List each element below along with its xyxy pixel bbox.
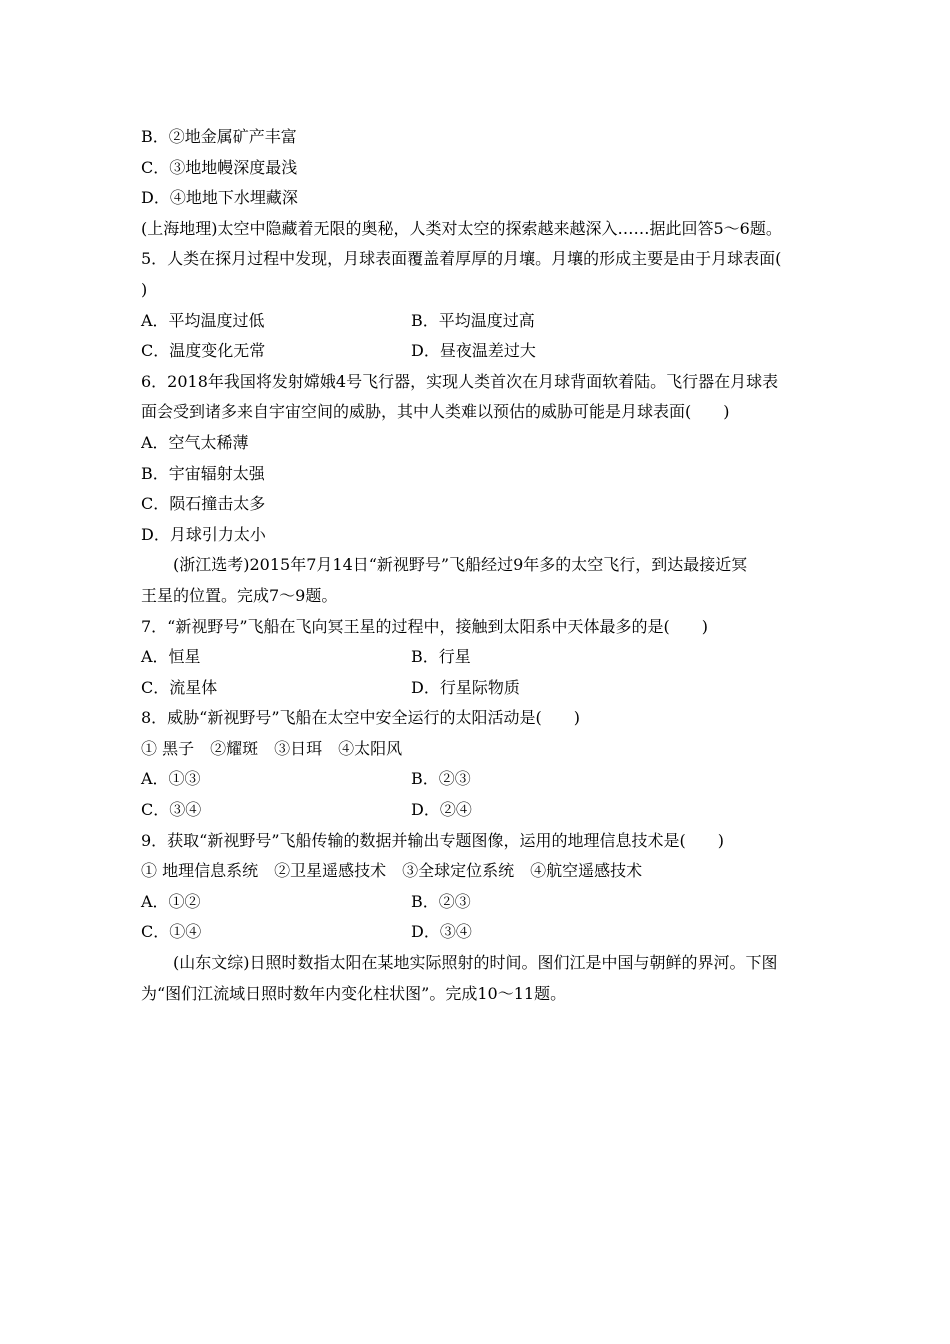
q9-stem: 9．获取“新视野号”飞船传输的数据并输出专题图像，运用的地理信息技术是( ) xyxy=(141,830,725,850)
q9-option-c: C．①④ xyxy=(141,922,202,942)
q5-option-b: B．平均温度过高 xyxy=(411,310,535,330)
q7-option-b: B．行星 xyxy=(411,647,471,667)
intro-7-9-line2: 王星的位置。完成7～9题。 xyxy=(141,585,338,605)
q5-stem-line1: 5．人类在探月过程中发现，月球表面覆盖着厚厚的月壤。月壤的形成主要是由于月球表面( xyxy=(141,249,782,269)
q9-options-row2 xyxy=(141,917,811,948)
q8-stem: 8．威胁“新视野号”飞船在太空中安全运行的太阳活动是( ) xyxy=(141,708,581,728)
q8-option-b: B．②③ xyxy=(411,769,471,789)
q6-option-d: D．月球引力太小 xyxy=(141,524,266,544)
q8-option-c: C．③④ xyxy=(141,800,202,820)
q5-stem-line2: ) xyxy=(141,279,148,299)
intro-7-9-line1: (浙江选考)2015年7月14日“新视野号”飞船经过9年多的太空飞行，到达最接近冥 xyxy=(173,555,748,575)
q6-stem-line2: 面会受到诸多来自宇宙空间的威胁，其中人类难以预估的威胁可能是月球表面( ) xyxy=(141,402,730,422)
q4-option-c: C．③地地幔深度最浅 xyxy=(141,157,298,177)
q6-option-c: C．陨石撞击太多 xyxy=(141,494,266,514)
q5-option-a: A．平均温度过低 xyxy=(141,310,265,330)
q6-stem-line1: 6．2018年我国将发射嫦娥4号飞行器，实现人类首次在月球背面软着陆。飞行器在月球表 xyxy=(141,371,779,391)
q5-options-row2 xyxy=(141,336,811,367)
q6-option-a: A．空气太稀薄 xyxy=(141,432,249,452)
q7-stem: 7．“新视野号”飞船在飞向冥王星的过程中，接触到太阳系中天体最多的是( ) xyxy=(141,616,709,636)
q8-option-a: A．①③ xyxy=(141,769,201,789)
q4-option-b: B．②地金属矿产丰富 xyxy=(141,127,297,146)
intro-10-11-line2: 为“图们江流域日照时数年内变化柱状图”。完成10～11题。 xyxy=(141,983,567,1003)
intro-10-11-line1: (山东文综)日照时数指太阳在某地实际照射的时间。图们江是中国与朝鲜的界河。下图 xyxy=(173,953,778,973)
q5-options-row1 xyxy=(141,306,811,337)
q8-options-row1 xyxy=(141,764,811,795)
q5-option-c: C．温度变化无常 xyxy=(141,341,266,361)
q7-options-row2 xyxy=(141,673,811,704)
q6-option-b: B．宇宙辐射太强 xyxy=(141,463,265,483)
q7-option-c: C．流星体 xyxy=(141,677,218,697)
q7-option-a: A．恒星 xyxy=(141,647,201,667)
q4-option-d: D．④地地下水埋藏深 xyxy=(141,188,298,208)
q7-option-d: D．行星际物质 xyxy=(411,677,520,697)
q5-option-d: D．昼夜温差过大 xyxy=(411,341,536,361)
q8-option-d: D．②④ xyxy=(411,800,472,820)
q8-items: ① 黑子 ②耀斑 ③日珥 ④太阳风 xyxy=(141,738,403,758)
q9-option-a: A．①② xyxy=(141,891,201,911)
q7-options-row1 xyxy=(141,642,811,673)
intro-5-6: (上海地理)太空中隐藏着无限的奥秘，人类对太空的探索越来越深入……据此回答5～6题。 xyxy=(141,218,782,238)
document-page xyxy=(141,122,811,1009)
q9-option-d: D．③④ xyxy=(411,922,472,942)
q8-options-row2 xyxy=(141,795,811,826)
q9-items: ① 地理信息系统 ②卫星遥感技术 ③全球定位系统 ④航空遥感技术 xyxy=(141,861,643,881)
q9-option-b: B．②③ xyxy=(411,891,471,911)
q9-options-row1 xyxy=(141,887,811,918)
